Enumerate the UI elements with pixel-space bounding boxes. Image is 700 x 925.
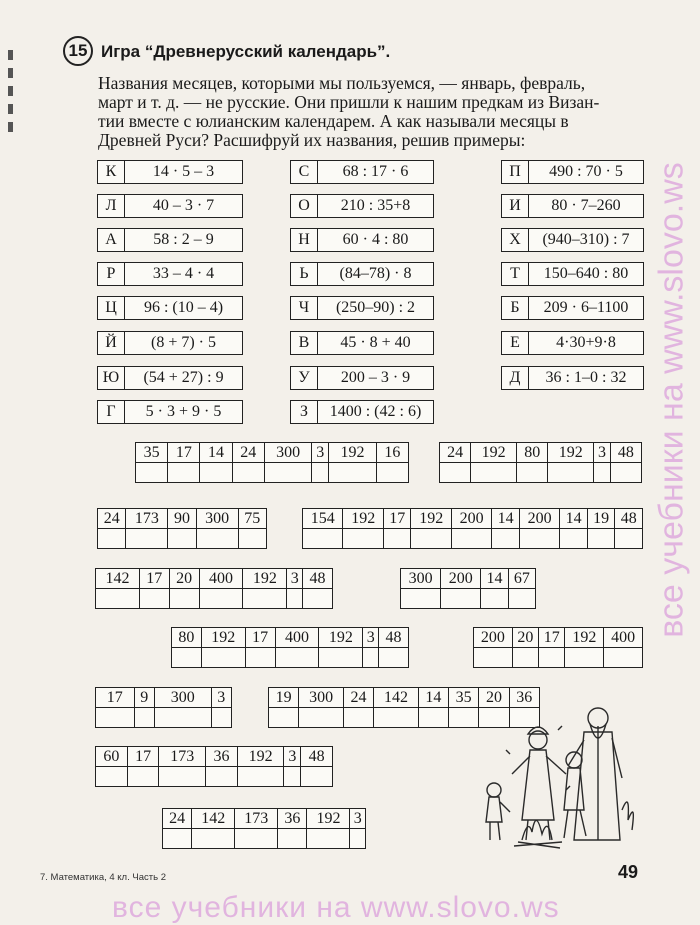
- grid-number: 14: [492, 509, 520, 529]
- answer-cell[interactable]: [474, 648, 513, 668]
- answer-cell[interactable]: [96, 589, 140, 609]
- grid-number: 192: [411, 509, 451, 529]
- answer-cell[interactable]: [481, 589, 508, 609]
- grid-number: 17: [383, 509, 411, 529]
- binding-mark: [8, 50, 13, 60]
- equation-box: [501, 160, 644, 184]
- grid-number: 14: [560, 509, 588, 529]
- grid-number-row: [474, 628, 643, 648]
- equation-letter: Д: [502, 367, 529, 389]
- answer-cell[interactable]: [539, 648, 565, 668]
- grid-number: 192: [237, 747, 284, 767]
- answer-cell[interactable]: [303, 529, 343, 549]
- answer-cell[interactable]: [401, 589, 441, 609]
- grid-answer-row: [96, 708, 232, 728]
- equation-letter: А: [98, 229, 125, 251]
- answer-cell[interactable]: [172, 648, 202, 668]
- equation-letter: Г: [98, 401, 125, 423]
- grid-number: 17: [168, 443, 200, 463]
- grid-number: 192: [565, 628, 604, 648]
- answer-cell[interactable]: [192, 829, 235, 849]
- grid-number-row: [136, 443, 409, 463]
- equation-letter: Б: [502, 297, 529, 319]
- grid-number: 192: [201, 628, 245, 648]
- equation-letter: К: [98, 161, 125, 183]
- grid-number: 3: [594, 443, 611, 463]
- intro-line: тии вместе с юлианским календарем. А как называли месяцы в: [98, 111, 569, 131]
- intro-line: Древней Руси? Расшифруй их названия, решив примеры:: [98, 130, 526, 150]
- equation-letter: О: [291, 195, 318, 217]
- grid-number: 90: [168, 509, 196, 529]
- grid-number-row: [96, 747, 333, 767]
- answer-cell[interactable]: [301, 767, 333, 787]
- answer-cell[interactable]: [343, 529, 383, 549]
- grid-number: 48: [610, 443, 641, 463]
- answer-cell[interactable]: [548, 463, 594, 483]
- grid-number: 200: [451, 509, 491, 529]
- equation-box: [97, 331, 243, 355]
- intro-text: [98, 74, 646, 150]
- answer-cell[interactable]: [168, 463, 200, 483]
- answer-cell[interactable]: [237, 767, 284, 787]
- answer-cell[interactable]: [269, 708, 299, 728]
- grid-number: 67: [508, 569, 535, 589]
- equation-letter: З: [291, 401, 318, 423]
- grid-number: 192: [319, 628, 363, 648]
- answer-cell[interactable]: [199, 589, 243, 609]
- answer-cell[interactable]: [519, 529, 559, 549]
- grid-number: 48: [379, 628, 409, 648]
- answer-cell[interactable]: [243, 589, 287, 609]
- grid-answer-row: [98, 529, 267, 549]
- grid-number: 192: [243, 569, 287, 589]
- answer-cell[interactable]: [343, 708, 373, 728]
- binding-mark: [8, 68, 13, 78]
- answer-cell[interactable]: [168, 529, 196, 549]
- answer-grid: [95, 568, 333, 609]
- equation-box: [501, 262, 644, 286]
- grid-answer-row: [96, 589, 333, 609]
- answer-cell[interactable]: [350, 829, 366, 849]
- answer-cell[interactable]: [264, 463, 311, 483]
- answer-cell[interactable]: [471, 463, 517, 483]
- equation-box: [97, 228, 243, 252]
- grid-number: 17: [245, 628, 275, 648]
- answer-cell[interactable]: [319, 648, 363, 668]
- equation-box: [501, 296, 644, 320]
- grid-answer-row: [474, 648, 643, 668]
- grid-number: 35: [449, 688, 479, 708]
- binding-mark: [8, 122, 13, 132]
- answer-grid: [95, 687, 232, 728]
- grid-number: 24: [232, 443, 264, 463]
- grid-number: 14: [418, 688, 448, 708]
- grid-number: 192: [343, 509, 383, 529]
- answer-cell[interactable]: [159, 767, 206, 787]
- grid-answer-row: [303, 529, 643, 549]
- grid-number: 192: [548, 443, 594, 463]
- grid-number: 192: [471, 443, 517, 463]
- grid-number: 3: [284, 747, 301, 767]
- grid-number: 200: [474, 628, 513, 648]
- equation-box: [501, 366, 644, 390]
- grid-number: 17: [96, 688, 135, 708]
- equation-expression: (940–310) : 7: [542, 231, 630, 248]
- answer-cell[interactable]: [139, 589, 169, 609]
- grid-answer-row: [96, 767, 333, 787]
- grid-number: 20: [479, 688, 509, 708]
- answer-cell[interactable]: [211, 708, 231, 728]
- grid-number: 3: [287, 569, 303, 589]
- grid-number: 200: [441, 569, 481, 589]
- grid-number: 16: [376, 443, 408, 463]
- grid-number: 17: [127, 747, 159, 767]
- equation-letter: Ч: [291, 297, 318, 319]
- equation-box: [290, 194, 434, 218]
- grid-number: 19: [587, 509, 615, 529]
- grid-number: 300: [299, 688, 344, 708]
- grid-number: 3: [350, 809, 366, 829]
- grid-number: 36: [509, 688, 539, 708]
- equation-expression: (84–78) · 8: [339, 265, 412, 282]
- answer-cell[interactable]: [169, 589, 199, 609]
- answer-cell[interactable]: [96, 708, 135, 728]
- equation-box: [97, 400, 243, 424]
- grid-number: 24: [98, 509, 126, 529]
- equation-letter: И: [502, 195, 529, 217]
- answer-cell[interactable]: [154, 708, 211, 728]
- answer-cell[interactable]: [278, 829, 307, 849]
- equation-expression: 14 · 5 – 3: [152, 163, 215, 180]
- answer-grid: [473, 627, 643, 668]
- grid-answer-row: [401, 589, 536, 609]
- answer-cell[interactable]: [508, 589, 535, 609]
- grid-number: 20: [169, 569, 199, 589]
- grid-number-row: [172, 628, 409, 648]
- grid-number: 48: [615, 509, 643, 529]
- equation-expression: 36 : 1–0 : 32: [545, 369, 627, 386]
- grid-number: 19: [269, 688, 299, 708]
- answer-cell[interactable]: [127, 767, 159, 787]
- equation-box: [290, 366, 434, 390]
- answer-cell[interactable]: [418, 708, 448, 728]
- equation-box: [501, 194, 644, 218]
- answer-grid: [171, 627, 409, 668]
- grid-answer-row: [163, 829, 366, 849]
- answer-cell[interactable]: [492, 529, 520, 549]
- equation-box: [290, 331, 434, 355]
- exercise-number-badge: 15: [63, 36, 93, 66]
- grid-number: 75: [238, 509, 266, 529]
- grid-number: 154: [303, 509, 343, 529]
- answer-cell[interactable]: [560, 529, 588, 549]
- equation-expression: 5 · 3 + 9 · 5: [145, 403, 222, 420]
- grid-number: 17: [539, 628, 565, 648]
- equation-expression: (54 + 27) : 9: [143, 369, 224, 386]
- grid-number-row: [98, 509, 267, 529]
- grid-number: 80: [172, 628, 202, 648]
- answer-cell[interactable]: [238, 529, 266, 549]
- equation-expression: (8 + 7) · 5: [150, 334, 216, 351]
- equation-expression: 96 : (10 – 4): [143, 299, 224, 316]
- equation-expression: 33 – 4 · 4: [152, 265, 215, 282]
- grid-number: 3: [363, 628, 379, 648]
- equation-letter: Т: [502, 263, 529, 285]
- answer-cell[interactable]: [206, 767, 238, 787]
- equation-box: [290, 296, 434, 320]
- answer-cell[interactable]: [235, 829, 278, 849]
- grid-number: 192: [307, 809, 350, 829]
- equation-expression: 58 : 2 – 9: [153, 231, 214, 248]
- answer-cell[interactable]: [232, 463, 264, 483]
- equation-letter: Н: [291, 229, 318, 251]
- intro-line: Названия месяцев, которыми мы пользуемся, — январь, февраль,: [98, 73, 586, 93]
- answer-cell[interactable]: [374, 708, 419, 728]
- answer-cell[interactable]: [610, 463, 641, 483]
- grid-answer-row: [172, 648, 409, 668]
- grid-number-row: [440, 443, 642, 463]
- equation-letter: С: [291, 161, 318, 183]
- grid-number: 3: [211, 688, 231, 708]
- equation-box: [97, 194, 243, 218]
- grid-number: 400: [275, 628, 319, 648]
- grid-number-row: [96, 569, 333, 589]
- grid-number: 400: [199, 569, 243, 589]
- grid-number: 24: [440, 443, 471, 463]
- equation-box: [290, 160, 434, 184]
- answer-cell[interactable]: [96, 767, 128, 787]
- answer-cell[interactable]: [615, 529, 643, 549]
- equation-letter: Ц: [98, 297, 125, 319]
- answer-cell[interactable]: [275, 648, 319, 668]
- answer-cell[interactable]: [594, 463, 611, 483]
- grid-number: 300: [196, 509, 238, 529]
- grid-number: 400: [604, 628, 643, 648]
- binding-mark: [8, 104, 13, 114]
- binding-mark: [8, 86, 13, 96]
- equation-expression: 1400 : (42 : 6): [329, 403, 422, 420]
- answer-cell[interactable]: [379, 648, 409, 668]
- answer-cell[interactable]: [440, 463, 471, 483]
- grid-number-row: [163, 809, 366, 829]
- answer-cell[interactable]: [287, 589, 303, 609]
- grid-number: 14: [481, 569, 508, 589]
- equation-letter: Й: [98, 332, 125, 354]
- answer-cell[interactable]: [512, 648, 538, 668]
- grid-number: 60: [96, 747, 128, 767]
- grid-number: 35: [136, 443, 168, 463]
- grid-number: 24: [163, 809, 192, 829]
- answer-cell[interactable]: [134, 708, 154, 728]
- grid-answer-row: [136, 463, 409, 483]
- answer-cell[interactable]: [383, 529, 411, 549]
- grid-number: 48: [303, 569, 333, 589]
- page-number: 49: [618, 862, 639, 882]
- equation-box: [501, 228, 644, 252]
- watermark-side: все учебники на www.slovo.ws: [652, 162, 691, 638]
- grid-number: 200: [519, 509, 559, 529]
- answer-cell[interactable]: [451, 529, 491, 549]
- equation-letter: Р: [98, 263, 125, 285]
- answer-cell[interactable]: [126, 529, 168, 549]
- answer-grid: [135, 442, 409, 483]
- grid-answer-row: [440, 463, 642, 483]
- equation-expression: 209 · 6–1100: [543, 299, 629, 316]
- intro-line: март и т. д. — не русские. Они пришли к нашим предкам из Визан-: [98, 92, 600, 112]
- grid-number: 36: [206, 747, 238, 767]
- answer-cell[interactable]: [284, 767, 301, 787]
- grid-number: 14: [200, 443, 232, 463]
- equation-letter: Е: [502, 332, 529, 354]
- answer-cell[interactable]: [201, 648, 245, 668]
- equation-box: [97, 160, 243, 184]
- answer-cell[interactable]: [299, 708, 344, 728]
- grid-number-row: [96, 688, 232, 708]
- grid-number: 24: [343, 688, 373, 708]
- grid-number: 142: [374, 688, 419, 708]
- equation-expression: 40 – 3 · 7: [152, 197, 215, 214]
- answer-cell[interactable]: [196, 529, 238, 549]
- answer-grid: [400, 568, 536, 609]
- equation-expression: (250–90) : 2: [335, 299, 416, 316]
- equation-letter: Ю: [98, 367, 125, 389]
- equation-box: [97, 296, 243, 320]
- answer-cell[interactable]: [200, 463, 232, 483]
- equation-box: [290, 262, 434, 286]
- answer-cell[interactable]: [517, 463, 548, 483]
- campfire-people-illustration: [470, 690, 640, 855]
- answer-cell[interactable]: [604, 648, 643, 668]
- grid-number: 48: [301, 747, 333, 767]
- equation-expression: 210 : 35+8: [340, 197, 411, 214]
- answer-cell[interactable]: [312, 463, 329, 483]
- equation-box: [501, 331, 644, 355]
- answer-cell[interactable]: [376, 463, 408, 483]
- grid-number: 142: [96, 569, 140, 589]
- grid-number: 192: [329, 443, 376, 463]
- grid-number: 80: [517, 443, 548, 463]
- grid-number: 300: [401, 569, 441, 589]
- equation-letter: В: [291, 332, 318, 354]
- grid-number: 17: [139, 569, 169, 589]
- equation-letter: Х: [502, 229, 529, 251]
- grid-number: 173: [235, 809, 278, 829]
- grid-number: 36: [278, 809, 307, 829]
- grid-number: 173: [126, 509, 168, 529]
- grid-number: 20: [512, 628, 538, 648]
- equation-expression: 150–640 : 80: [543, 265, 629, 282]
- grid-number: 173: [159, 747, 206, 767]
- answer-cell[interactable]: [441, 589, 481, 609]
- equation-box: [290, 228, 434, 252]
- answer-cell[interactable]: [329, 463, 376, 483]
- equation-expression: 68 : 17 · 6: [342, 163, 409, 180]
- equation-expression: 200 – 3 · 9: [340, 369, 411, 386]
- exercise-title: Игра “Древнерусский календарь”.: [101, 42, 391, 61]
- watermark-bottom: все учебники на www.slovo.ws: [112, 891, 560, 924]
- answer-cell[interactable]: [411, 529, 451, 549]
- grid-number: 9: [134, 688, 154, 708]
- grid-number-row: [303, 509, 643, 529]
- equation-letter: Л: [98, 195, 125, 217]
- answer-grid: [162, 808, 366, 849]
- answer-cell[interactable]: [163, 829, 192, 849]
- equation-box: [97, 366, 243, 390]
- grid-number-row: [401, 569, 536, 589]
- answer-cell[interactable]: [587, 529, 615, 549]
- answer-cell[interactable]: [565, 648, 604, 668]
- equation-box: [290, 400, 434, 424]
- equation-expression: 80 · 7–260: [551, 197, 621, 214]
- answer-grid: [439, 442, 642, 483]
- equation-expression: 4·30+9·8: [556, 334, 616, 351]
- footer-source: 7. Математика, 4 кл. Часть 2: [40, 872, 166, 883]
- grid-number: 300: [264, 443, 311, 463]
- answer-cell[interactable]: [98, 529, 126, 549]
- equation-letter: У: [291, 367, 318, 389]
- answer-cell[interactable]: [245, 648, 275, 668]
- answer-cell[interactable]: [303, 589, 333, 609]
- answer-cell[interactable]: [307, 829, 350, 849]
- answer-cell[interactable]: [136, 463, 168, 483]
- answer-cell[interactable]: [363, 648, 379, 668]
- answer-grid: [95, 746, 333, 787]
- equation-box: [97, 262, 243, 286]
- grid-number: 300: [154, 688, 211, 708]
- equation-expression: 45 · 8 + 40: [340, 334, 411, 351]
- equation-letter: Ь: [291, 263, 318, 285]
- answer-grid: [97, 508, 267, 549]
- grid-number: 3: [312, 443, 329, 463]
- answer-grid: [302, 508, 643, 549]
- equation-expression: 60 · 4 : 80: [342, 231, 409, 248]
- equation-letter: П: [502, 161, 529, 183]
- grid-number: 142: [192, 809, 235, 829]
- equation-expression: 490 : 70 · 5: [549, 163, 623, 180]
